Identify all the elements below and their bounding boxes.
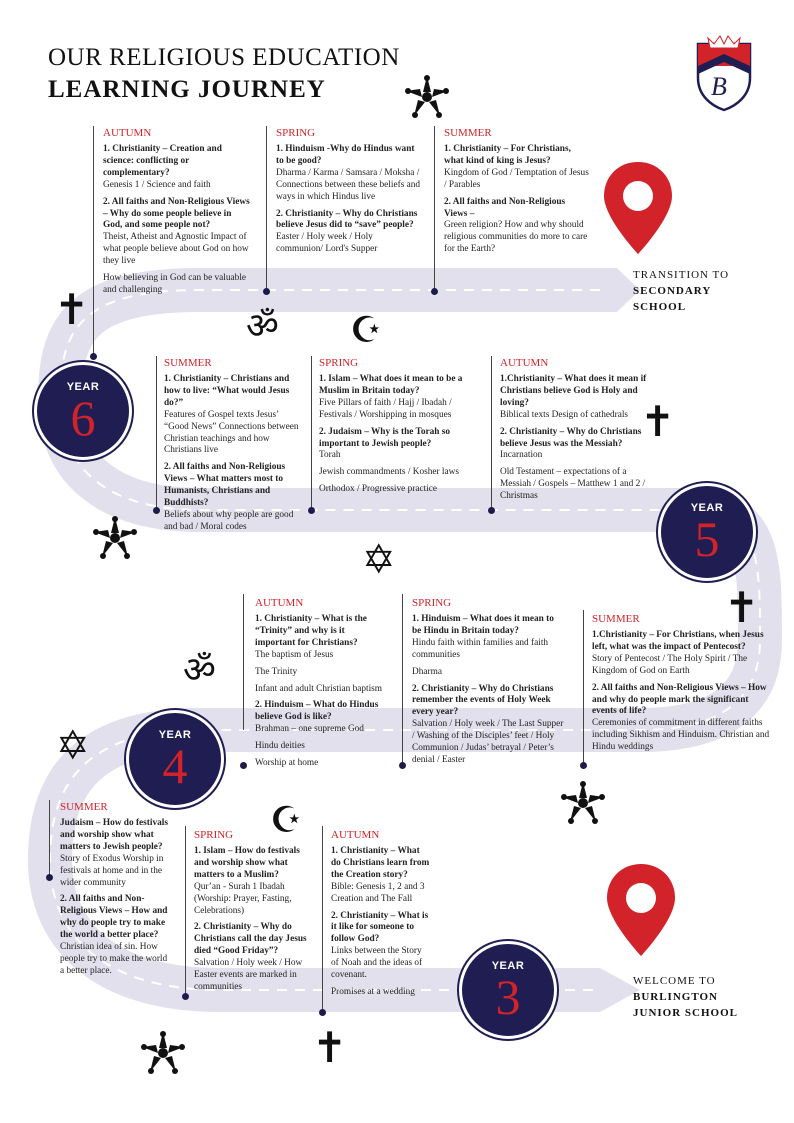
connector-line (322, 826, 323, 1012)
year-label: YEAR (66, 381, 100, 393)
destination-line: JUNIOR SCHOOL (633, 1006, 738, 1019)
year-number: 3 (495, 969, 521, 1025)
unit-question: 1. Islam – How do festivals and worship show what matters to a Muslim? (194, 846, 300, 880)
unit-topics: Five Pillars of faith / Hajj / Ibadah / Festivals / Worshipping in mosques (319, 397, 452, 420)
connector-line (266, 126, 267, 290)
season-heading: SPRING (319, 357, 359, 369)
y6-summer-block (444, 126, 590, 261)
unit-topics: Torah (319, 450, 341, 461)
unit-question: 1. Hinduism – What does it mean to be Hindu in Britain today? (412, 614, 554, 636)
season-heading: SPRING (194, 829, 234, 841)
season-heading: AUTUMN (255, 597, 304, 609)
connector-dot (308, 507, 315, 514)
season-heading: AUTUMN (103, 127, 152, 139)
unit-topics: Christian idea of sin. How people try to make the world a better place. (60, 941, 168, 976)
y4-spring-block (412, 596, 564, 772)
unit-topics: Genesis 1 / Science and faith (103, 179, 211, 190)
y4-summer-block (592, 612, 772, 759)
year-number: 5 (694, 511, 720, 567)
humanist-people-icon (140, 1030, 186, 1076)
destination-junior (633, 974, 738, 1022)
connector-line (311, 356, 312, 510)
humanist-people-icon (560, 780, 606, 826)
connector-dot (153, 507, 160, 514)
unit-topics: Incarnation (500, 450, 543, 461)
season-heading: SUMMER (164, 357, 212, 369)
unit-question: 2. Christianity – Why do Christians believe Jesus did to “save” people? (276, 208, 418, 231)
connector-line (185, 826, 186, 996)
year-4-badge (126, 710, 224, 808)
year-number: 4 (162, 738, 188, 794)
connector-line (434, 126, 435, 290)
year-label: YEAR (690, 502, 724, 514)
connector-dot (399, 762, 406, 769)
y3-spring-block (194, 828, 310, 999)
unit-topics: Theist, Atheist and Agnostic Impact of what people believe about God on how they live (103, 232, 249, 267)
cross-icon: ✝ (724, 586, 760, 632)
unit-topics: Hindu faith within families and faith communities (412, 637, 549, 660)
unit-topics: Kingdom of God / Temptation of Jesus / Parables (444, 167, 589, 190)
unit-question: 2. All faiths and Non-Religious Views – (444, 196, 566, 219)
season-heading: SUMMER (444, 127, 492, 139)
unit-question: 2. Christianity – What is it like for someone to follow God? (331, 910, 429, 945)
unit-question: 1.Christianity – For Christians, when Jesus left, what was the impact of Pentecost? (592, 630, 764, 652)
season-heading: AUTUMN (331, 829, 380, 841)
unit-topics: Promises at a wedding (331, 986, 415, 997)
humanist-people-icon (404, 74, 450, 120)
star-of-david-icon: ✡ (56, 723, 90, 768)
unit-topics: Ceremonies of commitment in different faiths including Sikhism and Hinduism. Christian and Hindu weddings (592, 718, 770, 753)
crest-letter: B (711, 72, 727, 101)
humanist-people-icon (92, 515, 138, 561)
y6-autumn-block (103, 126, 253, 302)
unit-topics: Brahman – one supreme God (255, 724, 364, 735)
destination-line: SCHOOL (633, 300, 687, 313)
star-and-crescent-icon: ☪ (270, 800, 303, 840)
unit-topics: How believing in God can be valuable and challenging (103, 272, 247, 295)
year-number: 6 (70, 390, 96, 446)
unit-topics: Qur’an - Surah 1 Ibadah (Worship: Prayer, Fasting, Celebrations) (194, 881, 292, 916)
y3-summer-block (60, 800, 172, 983)
unit-question: 1. Christianity – Creation and science: conflicting or complementary? (103, 144, 222, 178)
destination-secondary (633, 268, 729, 316)
unit-topics: The Trinity (255, 666, 298, 677)
unit-topics: Salvation / Holy week / The Last Supper / Washing of the Disciples’ feet / Holy Communion / Judas’ betrayal / Peter’s denial / Easter (412, 719, 564, 765)
year-3-badge (459, 941, 557, 1039)
unit-topics: Biblical texts Design of cathedrals (500, 409, 629, 420)
unit-question: 2. Hinduism – What do Hindus believe God is like? (255, 700, 379, 723)
connector-dot (182, 993, 189, 1000)
connector-dot (488, 507, 495, 514)
unit-question: 2. Judaism – Why is the Torah so important to Jewish people? (319, 426, 451, 449)
school-crest-icon (694, 30, 754, 112)
unit-question: 2. Christianity – Why do Christians remember the events of Holy Week every year? (412, 683, 554, 718)
cross-icon: ✝ (312, 1026, 348, 1072)
unit-topics: Links between the Story of Noah and the ideas of covenant. (331, 946, 423, 980)
destination-line: BURLINGTON (633, 990, 718, 1003)
unit-topics: Story of Pentecost / The Holy Spirit / The Kingdom of God on Earth (592, 653, 748, 676)
unit-question: 2. All faiths and Non-Religious Views – What matters most to Humanists, Christians and Buddhists? (164, 462, 286, 508)
unit-question: 2. Christianity – Why do Christians call the day Jesus died “Good Friday”? (194, 922, 307, 957)
connector-line (402, 594, 403, 764)
connector-dot (90, 353, 97, 360)
unit-topics: Features of Gospel texts Jesus’ “Good News” Connections between Christian teachings and how Christians live (164, 409, 299, 456)
y5-spring-block (319, 356, 465, 501)
unit-topics: Orthodox / Progressive practice (319, 484, 437, 495)
location-pin-icon (604, 862, 678, 963)
page-title-line2: LEARNING JOURNEY (48, 76, 326, 103)
unit-topics: Story of Exodus Worship in festivals at home and in the wider community (60, 853, 164, 888)
cross-icon: ✝ (54, 288, 90, 334)
connector-line (93, 126, 94, 356)
star-of-david-icon: ✡ (362, 537, 396, 582)
unit-topics: Green religion? How and why should religious communities do more to care for the Earth? (444, 220, 588, 255)
cross-icon: ✝ (640, 400, 676, 446)
unit-topics: Old Testament – expectations of a Messiah / Gospels – Matthew 1 and 2 / Christmas (500, 467, 646, 502)
season-heading: AUTUMN (500, 357, 549, 369)
unit-topics: The baptism of Jesus (255, 649, 334, 660)
unit-question: 2. All faiths and Non-Religious Views – Why do some people believe in God, and some people not? (103, 196, 250, 231)
unit-topics: Worship at home (255, 757, 319, 768)
y5-autumn-block (500, 356, 652, 508)
unit-question: 1. Christianity – For Christians, what kind of king is Jesus? (444, 144, 571, 166)
unit-topics: Jewish commandments / Kosher laws (319, 467, 459, 478)
unit-question: 1. Christianity – What is the “Trinity” and why is it important for Christians? (255, 614, 367, 648)
season-heading: SPRING (276, 127, 316, 139)
connector-dot (46, 874, 53, 881)
unit-question: 1. Islam – What does it mean to be a Muslim in Britain today? (319, 374, 463, 396)
unit-topics: Bible: Genesis 1, 2 and 3 Creation and The Fall (331, 881, 425, 904)
unit-question: 1. Christianity – Christians and how to live: “What would Jesus do?” (164, 374, 290, 408)
destination-line: WELCOME TO (633, 975, 716, 987)
unit-topics: Dharma (412, 666, 442, 677)
om-icon: ॐ (246, 306, 279, 346)
unit-question: 2. All faiths and Non-Religious Views – How and why do people mark the significant events of life? (592, 682, 767, 717)
connector-line (583, 610, 584, 764)
connector-line (156, 356, 157, 510)
connector-line (491, 356, 492, 510)
connector-dot (263, 288, 270, 295)
location-pin-icon (601, 160, 675, 261)
unit-topics: Salvation / Holy week / How Easter events are marked in communities (194, 958, 303, 992)
unit-question: 1. Hinduism -Why do Hindus want to be good? (276, 144, 415, 166)
year-5-badge (658, 483, 756, 581)
unit-question: 1.Christianity – What does it mean if Christians believe God is Holy and loving? (500, 374, 647, 408)
year-label: YEAR (158, 729, 192, 741)
om-icon: ॐ (183, 650, 216, 690)
connector-line (243, 594, 244, 730)
year-6-badge (34, 362, 132, 460)
year-label: YEAR (491, 960, 525, 972)
y5-summer-block (164, 356, 300, 539)
unit-topics: Beliefs about why people are good and bad / Moral codes (164, 509, 294, 532)
unit-topics: Infant and adult Christian baptism (255, 683, 383, 694)
unit-topics: Dharma / Karma / Samsara / Moksha / Connections between these beliefs and ways in which Hindus live (276, 167, 421, 202)
unit-question: 2. All faiths and Non-Religious Views – How and why do people try to make the world a better place? (60, 894, 168, 941)
page-title-line1: OUR RELIGIOUS EDUCATION (48, 44, 400, 71)
destination-line: TRANSITION TO (633, 269, 730, 281)
y3-autumn-block (331, 828, 431, 1004)
destination-line: SECONDARY (633, 284, 712, 297)
connector-dot (580, 762, 587, 769)
connector-dot (240, 762, 247, 769)
star-and-crescent-icon: ☪ (350, 310, 383, 350)
unit-question: Judaism – How do festivals and worship show what matters to Jewish people? (60, 818, 168, 852)
y6-spring-block (276, 126, 422, 261)
unit-topics: Hindu deities (255, 741, 305, 752)
unit-question: 2. Christianity – Why do Christians believe Jesus was the Messiah? (500, 426, 642, 449)
connector-dot (319, 1009, 326, 1016)
season-heading: SUMMER (60, 801, 108, 813)
y4-autumn-block (255, 596, 387, 775)
season-heading: SUMMER (592, 613, 640, 625)
unit-topics: Easter / Holy week / Holy communion/ Lord's Supper (276, 232, 378, 255)
connector-line (49, 800, 50, 878)
connector-dot (431, 288, 438, 295)
season-heading: SPRING (412, 597, 452, 609)
unit-question: 1. Christianity – What do Christians learn from the Creation story? (331, 846, 430, 880)
